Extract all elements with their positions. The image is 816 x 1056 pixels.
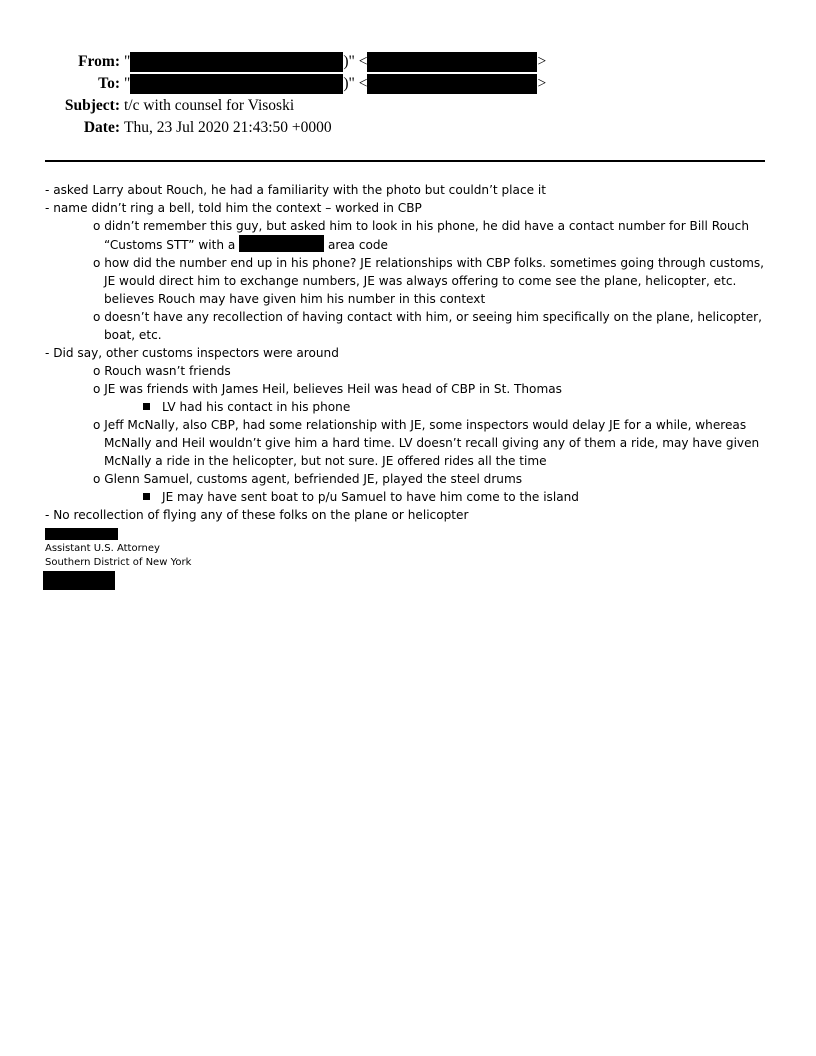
- to-name-redaction: [130, 74, 343, 94]
- from-name-redaction: [130, 52, 343, 72]
- header-divider: [45, 160, 765, 162]
- subject-row: [0, 95, 816, 117]
- from-value: [124, 51, 546, 73]
- note-text: JE may have sent boat to p/u Samuel to have him come to the island: [162, 490, 579, 504]
- from-label: From:: [78, 53, 120, 70]
- date-label: Date:: [83, 119, 120, 136]
- note-subitem: o Jeff McNally, also CBP, had some relationship with JE, some inspectors would delay JE for a while, whereas McNally and Heil wouldn’t give him a hard time. LV doesn’t recall giving any of them a ride, may have given McNally a ride in the helicopter, but not sure. JE offered rides all the time: [93, 418, 760, 468]
- subject-label: Subject:: [64, 97, 120, 114]
- email-body: [45, 181, 775, 524]
- to-address-redaction: [367, 74, 537, 94]
- note-subitem: o doesn’t have any recollection of having contact with him, or seeing him specifically on the plane, helicopter, boat, etc.: [93, 310, 762, 342]
- note-subitem: o how did the number end up in his phone? JE relationships with CBP folks. sometimes going through customs, JE would direct him to exchange numbers, JE was always offering to come see the plane, helicopter, etc. believes Rouch may have given him his number in this context: [93, 256, 765, 306]
- from-angle-close: >: [537, 53, 547, 70]
- to-label: To:: [98, 75, 120, 92]
- date-row: [0, 117, 816, 139]
- note-line: - asked Larry about Rouch, he had a familiarity with the photo but couldn’t place it: [45, 183, 546, 197]
- to-value: [124, 73, 546, 95]
- note-subitem: o Rouch wasn’t friends: [93, 364, 231, 378]
- area-code-redaction: [239, 235, 324, 252]
- subject-value: t/c with counsel for Visoski: [124, 97, 295, 114]
- from-address-redaction: [367, 52, 537, 72]
- signature-office: Southern District of New York: [45, 557, 192, 568]
- to-quote-close: )" <: [343, 75, 368, 92]
- square-bullet-icon: [143, 493, 150, 500]
- note-bullet-item: [45, 398, 775, 416]
- to-angle-close: >: [537, 75, 547, 92]
- note-line: - Did say, other customs inspectors were around: [45, 346, 339, 360]
- date-value: Thu, 23 Jul 2020 21:43:50 +0000: [124, 119, 332, 136]
- note-subitem: o Glenn Samuel, customs agent, befriended JE, played the steel drums: [93, 472, 523, 486]
- from-quote-open: ": [124, 53, 131, 70]
- from-row: [0, 51, 816, 73]
- signature-contact-redaction: [43, 571, 115, 590]
- note-text: area code: [324, 238, 388, 252]
- square-bullet-icon: [143, 403, 150, 410]
- note-text: LV had his contact in his phone: [162, 400, 351, 414]
- to-quote-open: ": [124, 75, 131, 92]
- note-bullet-item: [45, 488, 775, 506]
- note-line: - name didn’t ring a bell, told him the context – worked in CBP: [45, 201, 422, 215]
- note-line: - No recollection of flying any of these folks on the plane or helicopter: [45, 508, 469, 522]
- note-subitem: [45, 217, 775, 254]
- to-row: [0, 73, 816, 95]
- signature-title: Assistant U.S. Attorney: [45, 543, 160, 554]
- note-text: o didn’t remember this guy, but asked him to look in his phone, he did have a contact number for Bill Rouch “Customs STT” with a: [93, 219, 749, 252]
- from-quote-close: )" <: [343, 53, 368, 70]
- signature-name-redaction: [45, 528, 118, 540]
- note-subitem: o JE was friends with James Heil, believes Heil was head of CBP in St. Thomas: [93, 382, 562, 396]
